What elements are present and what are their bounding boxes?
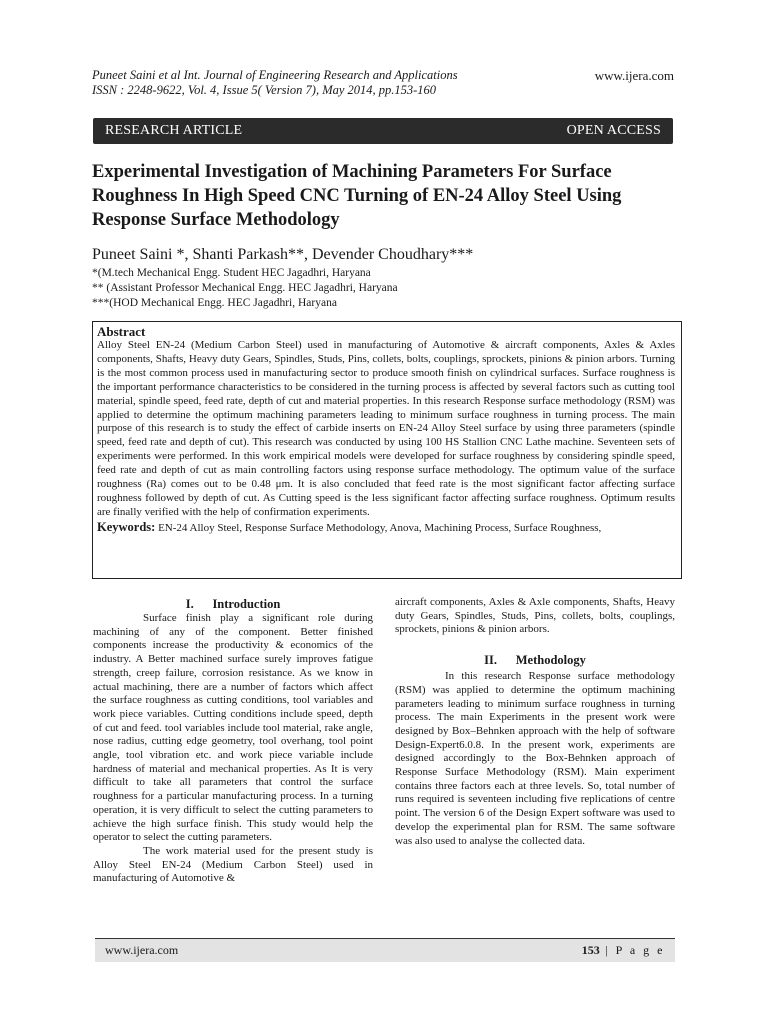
intro-continuation: aircraft components, Axles & Axle components, Shafts, Heavy duty Gears, Spindles, Studs, Pins, collets, bolts, couplings, sprockets, pinions & pinion arbors. — [395, 596, 675, 636]
intro-paragraph-1: Surface finish play a significant role during machining of any of the component. Better finished components increase the productivity & economics of the industry. A Better machined surface surely improves fatigue strength, creep failure, corrosion resistance. As we know in actual machining, there are a number of factors which affect the surface roughness as cutting conditions, tool variables and work piece variables. Cutting conditions include speed, depth of cut and feed. tool variables include tool material, rake angle, nose radius, cutting edge geometry, tool overhang, tool point angle, tool vibration etc. and work piece variable include hardness of material and mechanical properties. As It is very difficult to take all parameters that control the surface roughness for a particular manufacturing process. In a turning operation, it is very difficult to select the cutting parameters to achieve the high surface finish. This study would help the operator to select the cutting parameters. — [93, 612, 373, 844]
open-access-label: OPEN ACCESS — [566, 123, 661, 138]
affiliation-list — [92, 266, 398, 311]
citation-line-2: ISSN : 2248-9622, Vol. 4, Issue 5( Version 7), May 2014, pp.153-160 — [92, 83, 437, 97]
keywords-text: EN-24 Alloy Steel, Response Surface Methodology, Anova, Machining Process, Surface Roughness, — [155, 521, 602, 534]
page-footer — [95, 938, 675, 962]
keywords-label: Keywords: — [97, 519, 156, 534]
affiliation-3: ***(HOD Mechanical Engg. HEC Jagadhri, Haryana — [92, 297, 337, 309]
page-indicator — [582, 943, 665, 958]
keywords-line — [97, 520, 675, 535]
intro-paragraph-2: The work material used for the present study is Alloy Steel EN-24 (Medium Carbon Steel) used in manufacturing of Automotive & — [93, 844, 373, 885]
abstract-box — [92, 321, 682, 579]
header-website-link[interactable]: www.ijera.com — [594, 68, 674, 83]
research-article-label: RESEARCH ARTICLE — [105, 123, 243, 138]
article-type-banner — [93, 118, 673, 144]
methodology-heading: II. Methodology — [484, 653, 586, 668]
footer-website-link[interactable]: www.ijera.com — [105, 943, 179, 957]
author-list: Puneet Saini *, Shanti Parkash**, Devender Choudhary*** — [92, 246, 474, 263]
citation-line-1: Puneet Saini et al Int. Journal of Engineering Research and Applications — [92, 68, 458, 82]
affiliation-1: *(M.tech Mechanical Engg. Student HEC Jagadhri, Haryana — [92, 267, 371, 279]
abstract-body: Alloy Steel EN-24 (Medium Carbon Steel) used in manufacturing of Automotive & aircraft components, Axles & Axles components, Shafts, Heavy duty Gears, Spindles, Studs, Pins, collets, bolts, couplings, sprockets, pinions & pinion arbors. Turning is the most common process used in manufacturing sector to produce smooth finish on cylindrical surfaces. Surface roughness is the important performance characteristics to be considered in the turning process is affected by several factors such as cutting tool material, spindle speed, feed rate, depth of cut and material properties. In this research Response surface methodology (RSM) was applied to determine the optimum machining parameters leading to minimum surface roughness in turning process. The main purpose of this research is to study the effect of carbide inserts on EN-24 Alloy Steel surface by using three parameters (spindle speed, feed rate and depth of cut). This research was conducted by using 100 HS Stallion CNC Lathe machine. Seventeen sets of experiments were performed. In this work empirical models were developed for surface roughness by considering spindle speed, feed rate and depth of cut as main controlling factors using response surface methodology. The optimum value of the surface roughness (Ra) comes out to be 0.48 μm. It is also concluded that feed rate is the most significant factor affecting surface roughness followed by depth of cut. As Cutting speed is the less significant factor affecting surface roughness. Optimum results are finally verified with the help of confirmation experiments. — [97, 339, 675, 518]
page-number: 153 — [581, 943, 600, 957]
paper-title: Experimental Investigation of Machining Parameters For Surface Roughness In High Speed CNC Turning of EN-24 Alloy Steel Using Response Surface Methodology — [92, 162, 622, 230]
abstract-heading: Abstract — [97, 324, 146, 339]
methodology-paragraph: In this research Response surface methodology (RSM) was applied to determine the optimum machining parameters leading to minimum surface roughness in turning process. The main Experiments in the present work were designed by Box–Behnken approach with the help of software Design-Expert6.0.8. In the present work, experiments are designed accordingly to the Box-Behnken approach of Response Surface Methodology (RSM). Main experiment contains three factors each at three levels. So, total number of runs required is seventeen including five replications of centre point. The version 6 of the Design Expert software was used to develop the experimental plan for RSM. The same software was also used to analyse the collected data. — [395, 670, 675, 847]
affiliation-2: ** (Assistant Professor Mechanical Engg. HEC Jagadhri, Haryana — [92, 282, 398, 294]
introduction-heading: I. Introduction — [185, 597, 281, 611]
page-label: | P a g e — [599, 943, 665, 957]
left-column — [93, 596, 373, 886]
journal-citation — [92, 68, 458, 98]
right-column — [395, 596, 675, 848]
